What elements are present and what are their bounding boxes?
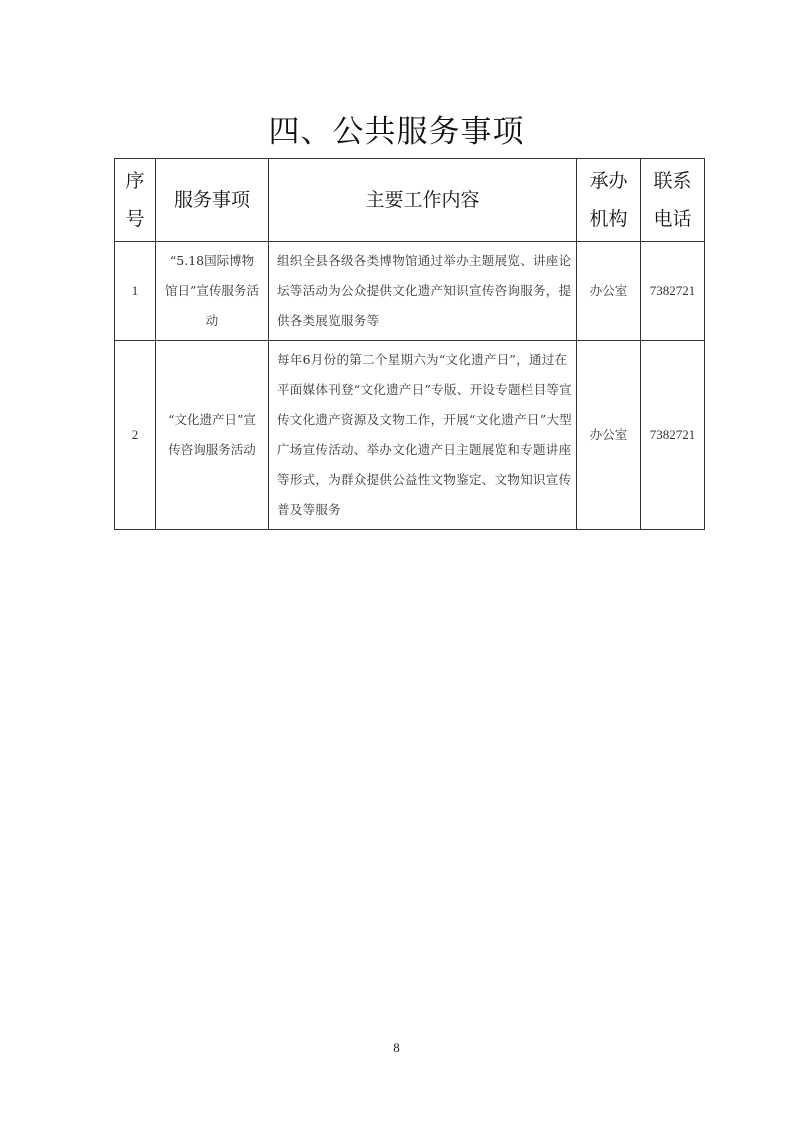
cell-item: “文化遗产日”宣传咨询服务活动	[156, 341, 269, 530]
header-item: 服务事项	[156, 159, 269, 242]
cell-content: 每年6月份的第二个星期六为“文化遗产日”，通过在平面媒体刊登“文化遗产日”专版、开设专题栏目等宣传文化遗产资源及文物工作，开展“文化遗产日”大型广场宣传活动、举办文化遗产日主题展览和专题讲座等形式，为群众提供公益性文物鉴定、文物知识宣传普及等服务	[269, 341, 577, 530]
cell-item: “5.18国际博物馆日”宣传服务活动	[156, 242, 269, 341]
header-content: 主要工作内容	[269, 159, 577, 242]
page-number: 8	[393, 1040, 400, 1055]
public-services-table	[114, 158, 705, 530]
cell-org: 办公室	[577, 341, 641, 530]
table-row	[115, 341, 705, 530]
page-title: 四、公共服务事项	[268, 114, 525, 150]
table-header-row	[115, 159, 705, 242]
header-seq: 序号	[115, 159, 156, 242]
cell-seq: 2	[115, 341, 156, 530]
cell-phone: 7382721	[641, 242, 705, 341]
cell-phone: 7382721	[641, 341, 705, 530]
cell-seq: 1	[115, 242, 156, 341]
header-org: 承办机构	[577, 159, 641, 242]
cell-content: 组织全县各级各类博物馆通过举办主题展览、讲座论坛等活动为公众提供文化遗产知识宣传咨询服务，提供各类展览服务等	[269, 242, 577, 341]
table-row	[115, 242, 705, 341]
header-phone: 联系电话	[641, 159, 705, 242]
cell-org: 办公室	[577, 242, 641, 341]
